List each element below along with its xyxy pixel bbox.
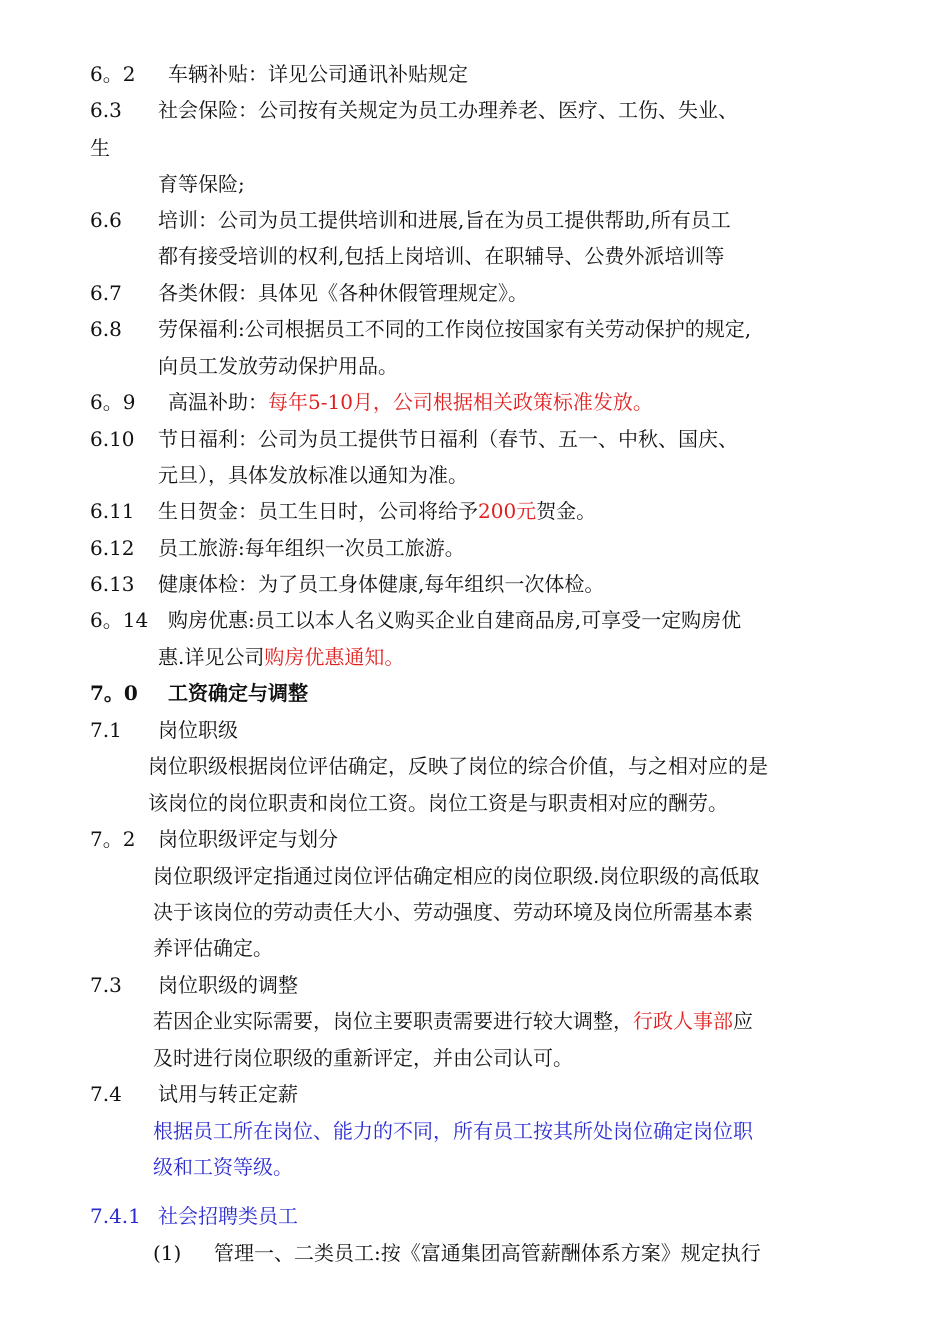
paragraph-line: 该岗位的岗位职责和岗位工资。岗位工资是与职责相对应的酬劳。 xyxy=(148,791,728,815)
section-text: 车辆补贴：详见公司通讯补贴规定 xyxy=(168,62,468,86)
subsection-number: 7.4.1 xyxy=(90,1204,141,1228)
highlight-text: 购房优惠通知。 xyxy=(264,645,405,669)
text-after: 应 xyxy=(733,1009,753,1033)
section-text: 各类休假：具体见《各种休假管理规定》。 xyxy=(158,281,528,305)
section-number: 6.10 xyxy=(90,427,135,451)
paragraph-line: 决于该岗位的劳动责任大小、劳动强度、劳动环境及岗位所需基本素 xyxy=(153,900,753,924)
section-heading: 岗位职级评定与划分 xyxy=(158,827,338,851)
section-text: 员工旅游:每年组织一次员工旅游。 xyxy=(158,536,465,560)
section-label: 高温补助： xyxy=(168,390,268,414)
section-number: 6.7 xyxy=(90,281,122,305)
text-before: 若因企业实际需要，岗位主要职责需要进行较大调整， xyxy=(153,1009,633,1033)
section-number: 6.12 xyxy=(90,536,135,560)
section-number: 6.3 xyxy=(90,98,122,122)
section-number: 6。2 xyxy=(90,62,136,86)
section-number: 6.11 xyxy=(90,499,135,523)
section-continuation: 向员工发放劳动保护用品。 xyxy=(158,354,398,378)
section-continuation xyxy=(158,643,404,671)
paragraph-line: 岗位职级评定指通过岗位评估确定相应的岗位职级.岗位职级的高低取 xyxy=(153,864,760,888)
section-text xyxy=(168,388,653,416)
chapter-number: 7。0 xyxy=(90,681,138,705)
section-text: 社会保险：公司按有关规定为员工办理养老、医疗、工伤、失业、 xyxy=(158,98,738,122)
highlight-department: 行政人事部 xyxy=(633,1009,733,1033)
section-text: 健康体检：为了员工身体健康,每年组织一次体检。 xyxy=(158,572,605,596)
paragraph-line: 根据员工所在岗位、能力的不同，所有员工按其所处岗位确定岗位职 xyxy=(153,1119,753,1143)
section-number: 6。9 xyxy=(90,390,136,414)
section-number: 7。2 xyxy=(90,827,136,851)
list-item-number: (1) xyxy=(153,1241,182,1265)
text-after: 贺金。 xyxy=(536,499,597,523)
highlight-amount: 200元 xyxy=(478,499,537,523)
subsection-heading: 社会招聘类员工 xyxy=(158,1204,298,1228)
section-number: 6.8 xyxy=(90,317,122,341)
section-number: 6.13 xyxy=(90,572,135,596)
text-before: 生日贺金：员工生日时，公司将给予 xyxy=(158,499,478,523)
section-text: 劳保福利:公司根据员工不同的工作岗位按国家有关劳动保护的规定, xyxy=(158,317,752,341)
section-continuation: 育等保险; xyxy=(158,172,245,196)
highlight-text: 每年5-10月，公司根据相关政策标准发放。 xyxy=(268,390,653,414)
section-number: 7.3 xyxy=(90,973,122,997)
paragraph-line: 养评估确定。 xyxy=(153,936,273,960)
section-heading: 岗位职级 xyxy=(158,718,238,742)
section-wrap-text: 生 xyxy=(90,136,110,160)
text-before: 惠.详见公司 xyxy=(158,645,265,669)
list-item-text: 管理一、二类员工:按《富通集团高管薪酬体系方案》规定执行 xyxy=(214,1241,761,1265)
paragraph-line: 岗位职级根据岗位评估确定，反映了岗位的综合价值，与之相对应的是 xyxy=(148,754,768,778)
section-continuation: 元旦），具体发放标准以通知为准。 xyxy=(158,463,468,487)
paragraph-line xyxy=(153,1007,753,1035)
section-text xyxy=(158,497,596,525)
section-text: 节日福利：公司为员工提供节日福利（春节、五一、中秋、国庆、 xyxy=(158,427,738,451)
section-number: 7.4 xyxy=(90,1082,122,1106)
paragraph-line: 及时进行岗位职级的重新评定，并由公司认可。 xyxy=(153,1046,573,1070)
chapter-title: 工资确定与调整 xyxy=(168,681,308,705)
section-continuation: 都有接受培训的权利,包括上岗培训、在职辅导、公费外派培训等 xyxy=(158,244,725,268)
section-number: 6.6 xyxy=(90,208,122,232)
section-text: 培训：公司为员工提供培训和进展,旨在为员工提供帮助,所有员工 xyxy=(158,208,731,232)
paragraph-line: 级和工资等级。 xyxy=(153,1155,293,1179)
section-number: 6。14 xyxy=(90,608,149,632)
section-number: 7.1 xyxy=(90,718,122,742)
section-heading: 岗位职级的调整 xyxy=(158,973,298,997)
section-heading: 试用与转正定薪 xyxy=(158,1082,298,1106)
section-text: 购房优惠:员工以本人名义购买企业自建商品房,可享受一定购房优 xyxy=(168,608,742,632)
